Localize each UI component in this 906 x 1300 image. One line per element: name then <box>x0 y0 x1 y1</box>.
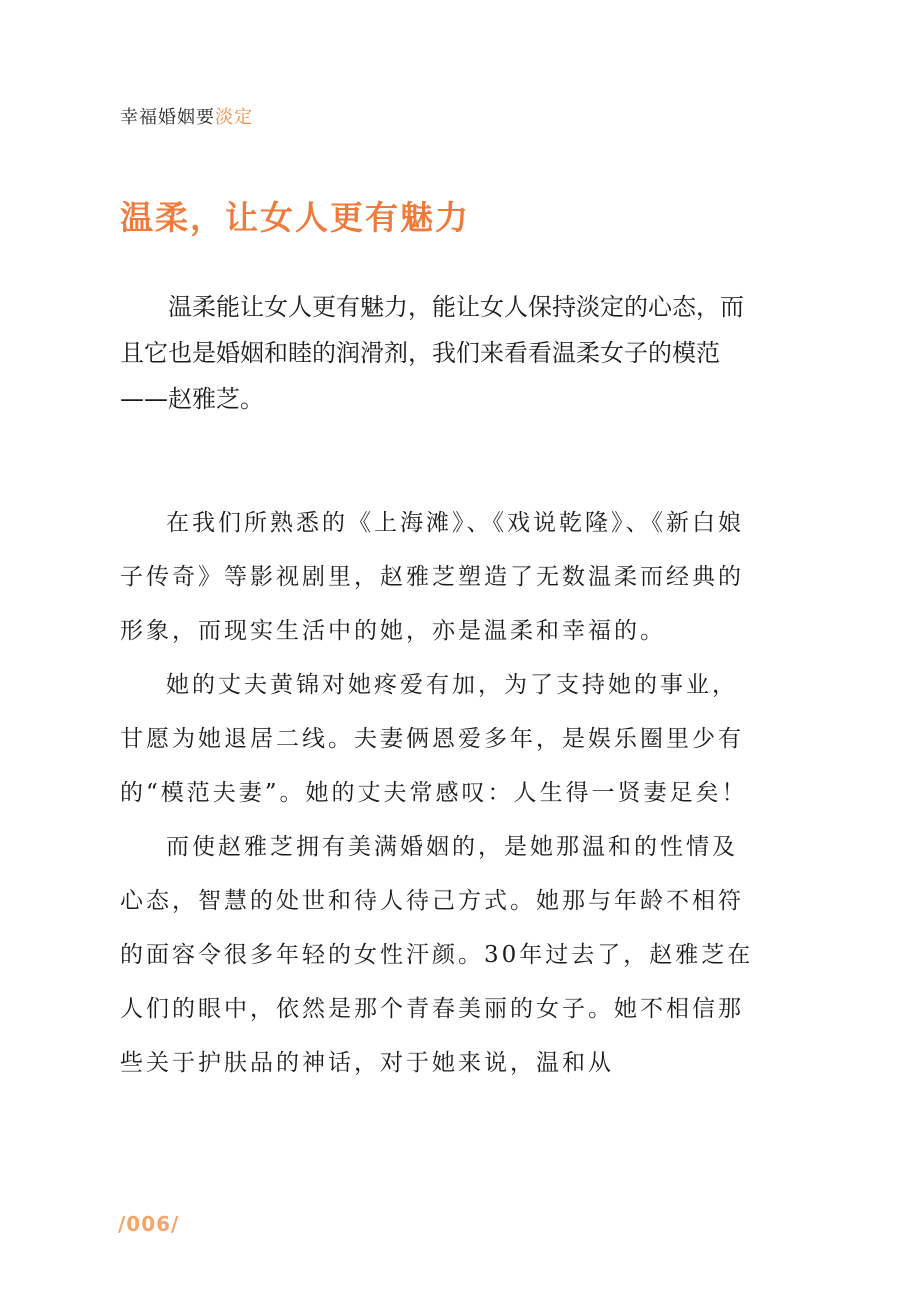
book-title-main: 幸福婚姻要 <box>120 107 215 128</box>
paragraph: 在我们所熟悉的《上海滩》、《戏说乾隆》、《新白娘子传奇》等影视剧里，赵雅芝塑造了无数温柔而经典的形象，而现实生活中的她，亦是温柔和幸福的。 <box>120 510 744 644</box>
page-number: /006/ <box>118 1212 180 1236</box>
running-head <box>120 103 253 129</box>
chapter-title: 温柔，让女人更有魅力 <box>120 198 470 237</box>
book-title-accent: 淡定 <box>215 107 253 128</box>
intro-paragraph: 温柔能让女人更有魅力，能让女人保持淡定的心态，而且它也是婚姻和睦的润滑剂，我们来看看温柔女子的模范——赵雅芝。 <box>120 293 744 413</box>
body-text <box>120 496 760 1090</box>
paragraph: 而使赵雅芝拥有美满婚姻的，是她那温和的性情及心态，智慧的处世和待人待己方式。她那与年龄不相符的面容令很多年轻的女性汗颜。30年过去了，赵雅芝在人们的眼中，依然是那个青春美丽的女子。她不相信那些关于护肤品的神话，对于她来说，温和从 <box>120 834 754 1076</box>
paragraph: 她的丈夫黄锦对她疼爱有加，为了支持她的事业，甘愿为她退居二线。夫妻俩恩爱多年，是娱乐圈里少有的“模范夫妻”。她的丈夫常感叹：人生得一贤妻足矣！ <box>120 672 748 806</box>
